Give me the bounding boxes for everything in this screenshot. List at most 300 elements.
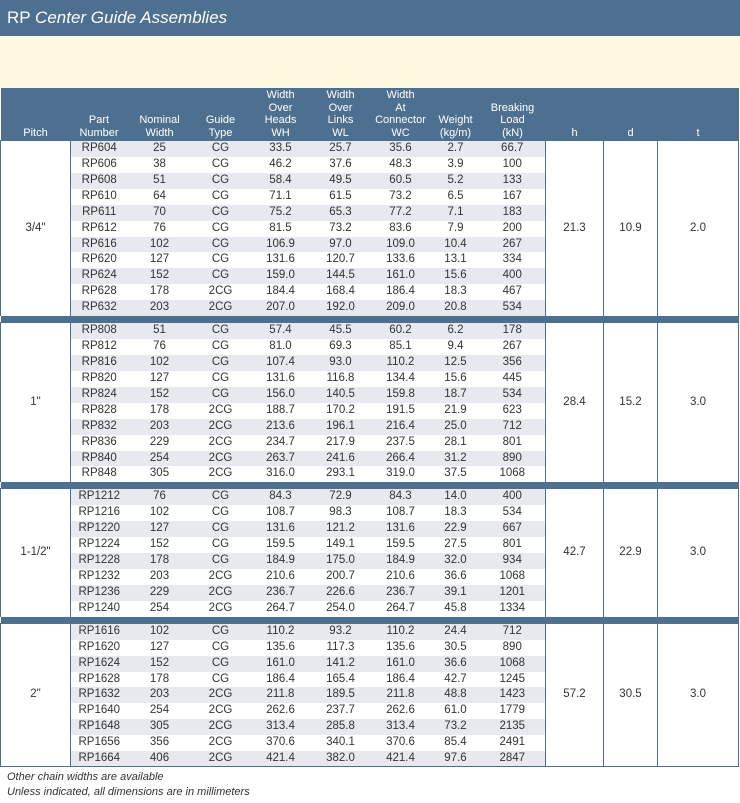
- table-cell-part: RP604: [71, 141, 128, 157]
- table-cell-wc: 134.4: [370, 371, 432, 387]
- table-cell-load: 178: [480, 323, 546, 339]
- table-cell-guide: CG: [192, 323, 250, 339]
- table-cell-wl: 69.3: [312, 339, 370, 355]
- h-dimension-cell: 28.4: [546, 323, 604, 483]
- table-cell-load: 623: [480, 403, 546, 419]
- table-cell-guide: CG: [192, 141, 250, 157]
- page-title: [7, 8, 227, 28]
- table-cell-weight: 6.5: [432, 189, 480, 205]
- table-cell-guide: 2CG: [192, 403, 250, 419]
- table-cell-weight: 36.6: [432, 569, 480, 585]
- h-dimension-cell: 21.3: [546, 141, 604, 317]
- column-header-part: Part Number: [71, 88, 128, 141]
- table-cell-wh: 234.7: [250, 435, 312, 451]
- table-cell-nominal: 203: [128, 687, 192, 703]
- table-cell-wc: 135.6: [370, 640, 432, 656]
- table-cell-wl: 65.3: [312, 205, 370, 221]
- table-cell-wh: 316.0: [250, 466, 312, 482]
- table-cell-nominal: 203: [128, 419, 192, 435]
- table-cell-weight: 25.0: [432, 419, 480, 435]
- table-cell-wc: 35.6: [370, 141, 432, 157]
- table-cell-weight: 28.1: [432, 435, 480, 451]
- table-cell-wh: 207.0: [250, 300, 312, 316]
- table-cell-nominal: 51: [128, 323, 192, 339]
- t-dimension-cell: 3.0: [658, 323, 739, 483]
- table-cell-weight: 36.6: [432, 656, 480, 672]
- table-cell-wl: 237.7: [312, 703, 370, 719]
- table-cell-part: RP848: [71, 466, 128, 482]
- table-cell-nominal: 406: [128, 751, 192, 767]
- header-band: [0, 36, 740, 88]
- table-cell-weight: 18.3: [432, 505, 480, 521]
- table-cell-weight: 21.9: [432, 403, 480, 419]
- table-cell-nominal: 64: [128, 189, 192, 205]
- table-cell-wh: 81.5: [250, 221, 312, 237]
- table-cell-wh: 262.6: [250, 703, 312, 719]
- table-cell-weight: 32.0: [432, 553, 480, 569]
- table-cell-nominal: 229: [128, 435, 192, 451]
- table-cell-wh: 131.6: [250, 252, 312, 268]
- table-cell-wc: 209.0: [370, 300, 432, 316]
- table-cell-guide: CG: [192, 672, 250, 688]
- table-cell-load: 1068: [480, 569, 546, 585]
- table-cell-part: RP611: [71, 205, 128, 221]
- table-cell-load: 1201: [480, 585, 546, 601]
- t-dimension-cell: 2.0: [658, 141, 739, 317]
- table-cell-wl: 116.8: [312, 371, 370, 387]
- table-cell-part: RP1232: [71, 569, 128, 585]
- table-cell-guide: 2CG: [192, 419, 250, 435]
- table-cell-wl: 241.6: [312, 451, 370, 467]
- table-cell-wl: 226.6: [312, 585, 370, 601]
- table-cell-guide: CG: [192, 371, 250, 387]
- table-cell-guide: CG: [192, 189, 250, 205]
- table-cell-load: 1779: [480, 703, 546, 719]
- column-header-d: d: [604, 88, 658, 141]
- table-cell-guide: CG: [192, 252, 250, 268]
- title-prefix: RP: [7, 8, 31, 27]
- table-cell-wl: 340.1: [312, 735, 370, 751]
- table-cell-wc: 262.6: [370, 703, 432, 719]
- table-cell-weight: 85.4: [432, 735, 480, 751]
- table-cell-wc: 184.9: [370, 553, 432, 569]
- table-cell-wc: 237.5: [370, 435, 432, 451]
- table-cell-wl: 175.0: [312, 553, 370, 569]
- table-cell-wh: 159.0: [250, 268, 312, 284]
- table-cell-wh: 71.1: [250, 189, 312, 205]
- table-cell-nominal: 356: [128, 735, 192, 751]
- table-cell-wl: 72.9: [312, 489, 370, 505]
- table-cell-nominal: 102: [128, 623, 192, 639]
- table-cell-wh: 81.0: [250, 339, 312, 355]
- table-cell-weight: 42.7: [432, 672, 480, 688]
- table-cell-wc: 85.1: [370, 339, 432, 355]
- pitch-cell: 1-1/2": [1, 489, 71, 617]
- table-cell-wc: 131.6: [370, 521, 432, 537]
- table-header-row: [1, 88, 739, 141]
- table-cell-part: RP1640: [71, 703, 128, 719]
- table-cell-guide: 2CG: [192, 300, 250, 316]
- table-cell-wh: 57.4: [250, 323, 312, 339]
- table-cell-wc: 84.3: [370, 489, 432, 505]
- table-cell-part: RP1624: [71, 656, 128, 672]
- table-cell-load: 712: [480, 419, 546, 435]
- table-cell-guide: 2CG: [192, 735, 250, 751]
- table-cell-guide: 2CG: [192, 569, 250, 585]
- table-body: [1, 141, 739, 768]
- column-header-wh: Width Over Heads WH: [250, 88, 312, 141]
- table-cell-wh: 211.8: [250, 687, 312, 703]
- table-cell-wh: 184.9: [250, 553, 312, 569]
- table-cell-wc: 264.7: [370, 601, 432, 617]
- spec-table: [0, 88, 739, 767]
- table-cell-load: 534: [480, 387, 546, 403]
- table-cell-load: 133: [480, 173, 546, 189]
- column-header-wc: Width At Connector WC: [370, 88, 432, 141]
- h-dimension-cell: 57.2: [546, 623, 604, 767]
- t-dimension-cell: 3.0: [658, 489, 739, 617]
- table-cell-load: 712: [480, 623, 546, 639]
- table-cell-weight: 22.9: [432, 521, 480, 537]
- table-cell-load: 2491: [480, 735, 546, 751]
- table-cell-nominal: 305: [128, 466, 192, 482]
- table-cell-wc: 109.0: [370, 237, 432, 253]
- table-cell-wc: 370.6: [370, 735, 432, 751]
- table-cell-guide: CG: [192, 221, 250, 237]
- table-cell-weight: 9.4: [432, 339, 480, 355]
- table-cell-nominal: 127: [128, 521, 192, 537]
- table-cell-wh: 236.7: [250, 585, 312, 601]
- table-cell-wl: 285.8: [312, 719, 370, 735]
- table-cell-wc: 60.2: [370, 323, 432, 339]
- table-cell-guide: CG: [192, 521, 250, 537]
- table-cell-wl: 45.5: [312, 323, 370, 339]
- table-cell-guide: CG: [192, 656, 250, 672]
- table-cell-wl: 200.7: [312, 569, 370, 585]
- column-header-wl: Width Over Links WL: [312, 88, 370, 141]
- table-cell-guide: CG: [192, 268, 250, 284]
- table-cell-weight: 14.0: [432, 489, 480, 505]
- table-cell-weight: 7.1: [432, 205, 480, 221]
- d-dimension-cell: 22.9: [604, 489, 658, 617]
- table-cell-load: 356: [480, 355, 546, 371]
- table-cell-nominal: 305: [128, 719, 192, 735]
- table-cell-nominal: 76: [128, 339, 192, 355]
- table-cell-part: RP832: [71, 419, 128, 435]
- table-cell-guide: 2CG: [192, 585, 250, 601]
- d-dimension-cell: 10.9: [604, 141, 658, 317]
- table-cell-load: 200: [480, 221, 546, 237]
- h-dimension-cell: 42.7: [546, 489, 604, 617]
- table-cell-guide: 2CG: [192, 466, 250, 482]
- table-cell-part: RP1224: [71, 537, 128, 553]
- table-cell-wh: 313.4: [250, 719, 312, 735]
- table-cell-nominal: 152: [128, 387, 192, 403]
- column-header-t: t: [658, 88, 739, 141]
- table-cell-guide: 2CG: [192, 284, 250, 300]
- table-cell-wl: 196.1: [312, 419, 370, 435]
- table-cell-wh: 188.7: [250, 403, 312, 419]
- table-cell-wl: 117.3: [312, 640, 370, 656]
- table-cell-guide: 2CG: [192, 703, 250, 719]
- table-cell-wh: 264.7: [250, 601, 312, 617]
- table-cell-load: 66.7: [480, 141, 546, 157]
- table-cell-part: RP624: [71, 268, 128, 284]
- table-cell-wl: 165.4: [312, 672, 370, 688]
- table-cell-wl: 98.3: [312, 505, 370, 521]
- table-cell-weight: 10.4: [432, 237, 480, 253]
- table-cell-load: 801: [480, 435, 546, 451]
- table-cell-guide: CG: [192, 505, 250, 521]
- table-cell-load: 890: [480, 451, 546, 467]
- table-cell-part: RP620: [71, 252, 128, 268]
- table-cell-weight: 24.4: [432, 623, 480, 639]
- table-cell-weight: 73.2: [432, 719, 480, 735]
- table-cell-guide: CG: [192, 623, 250, 639]
- table-cell-nominal: 127: [128, 252, 192, 268]
- table-cell-weight: 2.7: [432, 141, 480, 157]
- table-cell-part: RP1632: [71, 687, 128, 703]
- table-cell-part: RP808: [71, 323, 128, 339]
- table-cell-part: RP812: [71, 339, 128, 355]
- table-cell-weight: 13.1: [432, 252, 480, 268]
- table-cell-wl: 189.5: [312, 687, 370, 703]
- table-cell-wc: 319.0: [370, 466, 432, 482]
- column-header-nominal: Nominal Width: [128, 88, 192, 141]
- table-cell-part: RP836: [71, 435, 128, 451]
- table-cell-wc: 110.2: [370, 623, 432, 639]
- table-cell-nominal: 102: [128, 505, 192, 521]
- table-cell-wh: 263.7: [250, 451, 312, 467]
- footnotes: [7, 770, 250, 799]
- pitch-cell: 2": [1, 623, 71, 767]
- table-cell-nominal: 76: [128, 489, 192, 505]
- table-cell-wc: 191.5: [370, 403, 432, 419]
- table-cell-load: 667: [480, 521, 546, 537]
- footnote: Other chain widths are available: [7, 771, 164, 783]
- table-cell-guide: 2CG: [192, 435, 250, 451]
- table-cell-nominal: 76: [128, 221, 192, 237]
- table-cell-part: RP828: [71, 403, 128, 419]
- table-cell-wc: 60.5: [370, 173, 432, 189]
- table-cell-part: RP824: [71, 387, 128, 403]
- table-cell-guide: CG: [192, 537, 250, 553]
- table-cell-wl: 121.2: [312, 521, 370, 537]
- table-cell-wh: 184.4: [250, 284, 312, 300]
- table-cell-wc: 210.6: [370, 569, 432, 585]
- table-cell-load: 445: [480, 371, 546, 387]
- table-cell-wh: 131.6: [250, 371, 312, 387]
- table-cell-wc: 161.0: [370, 656, 432, 672]
- table-cell-load: 801: [480, 537, 546, 553]
- table-cell-wh: 107.4: [250, 355, 312, 371]
- table-cell-weight: 7.9: [432, 221, 480, 237]
- table-cell-wc: 159.8: [370, 387, 432, 403]
- table-cell-nominal: 152: [128, 656, 192, 672]
- table-cell-guide: CG: [192, 640, 250, 656]
- table-cell-wh: 75.2: [250, 205, 312, 221]
- table-cell-nominal: 70: [128, 205, 192, 221]
- table-cell-wl: 382.0: [312, 751, 370, 767]
- d-dimension-cell: 15.2: [604, 323, 658, 483]
- table-cell-wc: 159.5: [370, 537, 432, 553]
- table-cell-guide: CG: [192, 205, 250, 221]
- table-cell-wh: 210.6: [250, 569, 312, 585]
- table-cell-nominal: 178: [128, 553, 192, 569]
- table-cell-wc: 236.7: [370, 585, 432, 601]
- table-cell-weight: 18.3: [432, 284, 480, 300]
- table-cell-wl: 97.0: [312, 237, 370, 253]
- table-cell-wl: 149.1: [312, 537, 370, 553]
- table-cell-wc: 48.3: [370, 157, 432, 173]
- table-cell-weight: 37.5: [432, 466, 480, 482]
- table-cell-wc: 211.8: [370, 687, 432, 703]
- table-cell-part: RP1616: [71, 623, 128, 639]
- table-cell-wh: 156.0: [250, 387, 312, 403]
- table-cell-weight: 15.6: [432, 371, 480, 387]
- table-cell-nominal: 152: [128, 268, 192, 284]
- table-cell-load: 1423: [480, 687, 546, 703]
- table-cell-guide: 2CG: [192, 751, 250, 767]
- table-cell-weight: 31.2: [432, 451, 480, 467]
- table-cell-wh: 46.2: [250, 157, 312, 173]
- d-dimension-cell: 30.5: [604, 623, 658, 767]
- table-cell-load: 267: [480, 339, 546, 355]
- column-header-load: Breaking Load (kN): [480, 88, 546, 141]
- table-cell-wl: 168.4: [312, 284, 370, 300]
- table-cell-wc: 186.4: [370, 284, 432, 300]
- table-cell-nominal: 203: [128, 569, 192, 585]
- table-cell-weight: 5.2: [432, 173, 480, 189]
- table-row: [1, 623, 739, 639]
- table-cell-wl: 140.5: [312, 387, 370, 403]
- table-cell-nominal: 25: [128, 141, 192, 157]
- column-header-weight: Weight (kg/m): [432, 88, 480, 141]
- table-cell-load: 334: [480, 252, 546, 268]
- table-cell-guide: CG: [192, 237, 250, 253]
- table-cell-part: RP1664: [71, 751, 128, 767]
- table-cell-wl: 61.5: [312, 189, 370, 205]
- table-cell-wl: 293.1: [312, 466, 370, 482]
- table-cell-load: 167: [480, 189, 546, 205]
- table-cell-wc: 421.4: [370, 751, 432, 767]
- table-cell-wh: 84.3: [250, 489, 312, 505]
- table-cell-part: RP1216: [71, 505, 128, 521]
- table-cell-wh: 106.9: [250, 237, 312, 253]
- table-cell-part: RP1648: [71, 719, 128, 735]
- table-cell-wh: 108.7: [250, 505, 312, 521]
- pitch-cell: 1": [1, 323, 71, 483]
- table-cell-part: RP1212: [71, 489, 128, 505]
- title-bar: [0, 0, 740, 36]
- table-cell-part: RP1236: [71, 585, 128, 601]
- table-cell-wc: 186.4: [370, 672, 432, 688]
- table-cell-wc: 110.2: [370, 355, 432, 371]
- table-cell-wh: 186.4: [250, 672, 312, 688]
- table-cell-nominal: 38: [128, 157, 192, 173]
- table-cell-wl: 49.5: [312, 173, 370, 189]
- table-cell-wc: 161.0: [370, 268, 432, 284]
- table-cell-nominal: 178: [128, 672, 192, 688]
- table-cell-nominal: 102: [128, 237, 192, 253]
- table-cell-wc: 83.6: [370, 221, 432, 237]
- table-cell-part: RP1240: [71, 601, 128, 617]
- table-cell-wc: 266.4: [370, 451, 432, 467]
- table-cell-guide: 2CG: [192, 719, 250, 735]
- table-cell-guide: CG: [192, 173, 250, 189]
- table-row: [1, 141, 739, 157]
- table-cell-wl: 93.0: [312, 355, 370, 371]
- table-cell-weight: 39.1: [432, 585, 480, 601]
- table-cell-wc: 108.7: [370, 505, 432, 521]
- table-cell-wl: 217.9: [312, 435, 370, 451]
- table-cell-part: RP840: [71, 451, 128, 467]
- table-cell-load: 2847: [480, 751, 546, 767]
- table-cell-load: 1068: [480, 656, 546, 672]
- table-cell-wh: 131.6: [250, 521, 312, 537]
- table-cell-load: 534: [480, 505, 546, 521]
- table-cell-wl: 170.2: [312, 403, 370, 419]
- table-cell-weight: 15.6: [432, 268, 480, 284]
- table-cell-part: RP612: [71, 221, 128, 237]
- table-cell-wl: 25.7: [312, 141, 370, 157]
- column-header-h: h: [546, 88, 604, 141]
- table-cell-weight: 20.8: [432, 300, 480, 316]
- table-cell-wl: 37.6: [312, 157, 370, 173]
- table-cell-wc: 77.2: [370, 205, 432, 221]
- table-cell-wl: 144.5: [312, 268, 370, 284]
- table-cell-nominal: 51: [128, 173, 192, 189]
- footnote: Unless indicated, all dimensions are in millimeters: [7, 785, 250, 798]
- table-cell-wl: 192.0: [312, 300, 370, 316]
- table-cell-nominal: 152: [128, 537, 192, 553]
- table-cell-wh: 370.6: [250, 735, 312, 751]
- table-cell-weight: 27.5: [432, 537, 480, 553]
- table-cell-nominal: 178: [128, 284, 192, 300]
- table-cell-guide: CG: [192, 553, 250, 569]
- table-cell-weight: 6.2: [432, 323, 480, 339]
- table-cell-nominal: 178: [128, 403, 192, 419]
- table-cell-nominal: 127: [128, 640, 192, 656]
- column-header-pitch: Pitch: [1, 88, 71, 141]
- table-cell-guide: CG: [192, 387, 250, 403]
- table-cell-weight: 61.0: [432, 703, 480, 719]
- table-cell-part: RP1628: [71, 672, 128, 688]
- table-cell-load: 400: [480, 489, 546, 505]
- table-cell-wl: 254.0: [312, 601, 370, 617]
- table-cell-weight: 48.8: [432, 687, 480, 703]
- title-text: Center Guide Assemblies: [35, 8, 228, 27]
- table-cell-weight: 3.9: [432, 157, 480, 173]
- table-cell-wh: 33.5: [250, 141, 312, 157]
- table-cell-part: RP1228: [71, 553, 128, 569]
- table-cell-nominal: 203: [128, 300, 192, 316]
- table-cell-load: 890: [480, 640, 546, 656]
- table-cell-wh: 161.0: [250, 656, 312, 672]
- table-cell-load: 100: [480, 157, 546, 173]
- table-cell-load: 1245: [480, 672, 546, 688]
- t-dimension-cell: 3.0: [658, 623, 739, 767]
- table-cell-wh: 159.5: [250, 537, 312, 553]
- table-cell-load: 467: [480, 284, 546, 300]
- table-cell-guide: 2CG: [192, 451, 250, 467]
- table-cell-part: RP816: [71, 355, 128, 371]
- table-cell-nominal: 254: [128, 451, 192, 467]
- table-cell-guide: 2CG: [192, 601, 250, 617]
- table-cell-wh: 135.6: [250, 640, 312, 656]
- table-cell-weight: 30.5: [432, 640, 480, 656]
- table-cell-part: RP1620: [71, 640, 128, 656]
